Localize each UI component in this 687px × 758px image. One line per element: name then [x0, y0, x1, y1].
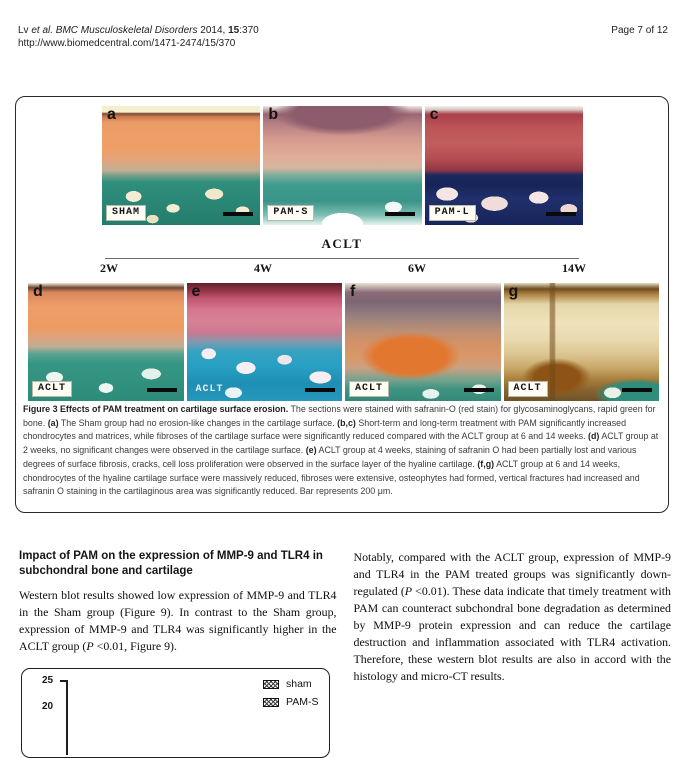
y-axis-tick-label-25: 25 [42, 675, 54, 686]
scale-bar [385, 212, 415, 216]
panel-letter: f [350, 283, 356, 300]
scale-bar [546, 212, 576, 216]
page-header [18, 24, 668, 50]
panel-group-label: ACLT [32, 381, 72, 397]
panel-group-label: PAM-S [267, 205, 314, 221]
section-heading: Impact of PAM on the expression of MMP-9 and TLR4 in subchondral bone and cartilage [19, 550, 323, 578]
right-column-paragraph: Notably, compared with the ACLT group, expression of MMP-9 and TLR4 in the PAM treated groups was significantly down-regulated (P <0.01). These data indicate that timely treatment with PAM can counteract subchondral bone degradation as determined by MMP-9 protein expression and can reduce the cartilage destruction and inflammation associated with TLR4 activation. Therefore, these western blot results are also in accord with the histology and micro-CT results. [353, 550, 672, 684]
histology-panel-c-pam-l [425, 106, 583, 225]
scale-bar [622, 388, 652, 392]
y-axis-line [66, 680, 68, 755]
histology-panel-d-aclt-2w [28, 283, 184, 401]
right-column [354, 549, 672, 685]
panel-group-label: PAM-L [429, 205, 476, 221]
scale-bar [464, 388, 494, 392]
figure3-caption: Figure 3 Effects of PAM treatment on cartilage surface erosion. The sections were stained with safranin-O (red stain) for glycosaminoglycans, rapid green for bone. (a) The Sham group had no erosion-like changes in the cartilage surface. (b,c) Short-term and long-term treatment with PAM significantly increased chondrocytes and matrices, while fibroses of the cartilage surface were significantly reduced compared with the ACLT group at 6 and 14 weeks. (d) ACLT group at 2 weeks, no significant changes were observed in the cartilage surface. (e) ACLT group at 4 weeks, staining of safranin O had been partially lost and various degrees of surface fibrosis, cracks, cell loss proliferation were observed in the surface layer of the hyaline cartilage. (f,g) ACLT group at 6 and 14 weeks, chondrocytes of the hyaline cartilage surface were massively reduced, fibroses were extensive, osteophytes had formed, vertical fractures had increased and safranin O staining in the cartilaginous area was significantly reduced. Bar represents 200 μm. [23, 404, 659, 497]
page-indicator: Page 7 of 12 [611, 25, 668, 36]
timeline-tick-14w: 14W [562, 261, 586, 275]
histology-panel-f-aclt-6w [345, 283, 501, 401]
panel-group-label: ACLT [349, 381, 389, 397]
left-column-paragraph: Western blot results showed low expression of MMP-9 and TLR4 in the Sham group (Figure 9). In contrast to the Sham group, expression of MMP-9 and TLR4 was significantly higher in the ACLT group (P <0.01, Figure 9). [19, 587, 337, 653]
y-axis-tick-label-20: 20 [42, 701, 54, 712]
panel-letter: d [33, 283, 43, 300]
figure3-top-panel-row [102, 106, 583, 225]
timeline-tick-2w: 2W [100, 261, 118, 275]
journal-url: http://www.biomedcentral.com/1471-2474/15/370 [18, 38, 236, 49]
citation-line: Lv et al. BMC Musculoskeletal Disorders 2014, 15:370 [18, 25, 259, 36]
article-columns [19, 549, 671, 685]
figure9-chart-box [21, 668, 330, 758]
legend-item-sham: sham [263, 678, 318, 690]
panel-letter: g [508, 283, 519, 300]
histology-panel-e-aclt-4w [187, 283, 343, 401]
timeline-group-label: ACLT [321, 236, 363, 251]
panel-letter: e [191, 283, 201, 300]
hatched-square-icon [263, 698, 279, 707]
timeline-axis-line [105, 258, 579, 259]
timeline-tick-4w: 4W [254, 261, 272, 275]
scale-bar [147, 388, 177, 392]
figure3-bottom-panel-row [28, 283, 659, 401]
chart-legend [263, 678, 318, 708]
histology-panel-g-aclt-14w [504, 283, 660, 401]
histology-panel-a-sham [102, 106, 260, 225]
timeline-ticks [100, 261, 586, 276]
scale-bar [305, 388, 335, 392]
panel-group-label: SHAM [106, 205, 146, 221]
figure3-box [15, 96, 669, 513]
panel-letter: c [429, 106, 439, 123]
panel-letter: b [268, 106, 279, 123]
timeline-tick-6w: 6W [408, 261, 426, 275]
scale-bar [223, 212, 253, 216]
panel-group-label: ACLT [195, 384, 224, 395]
panel-letter: a [107, 106, 116, 123]
histology-panel-b-pam-s [263, 106, 421, 225]
legend-item-pam-s: PAM-S [263, 696, 318, 708]
panel-group-label: ACLT [508, 381, 548, 397]
left-column [19, 549, 337, 685]
hatched-square-icon [263, 680, 279, 689]
